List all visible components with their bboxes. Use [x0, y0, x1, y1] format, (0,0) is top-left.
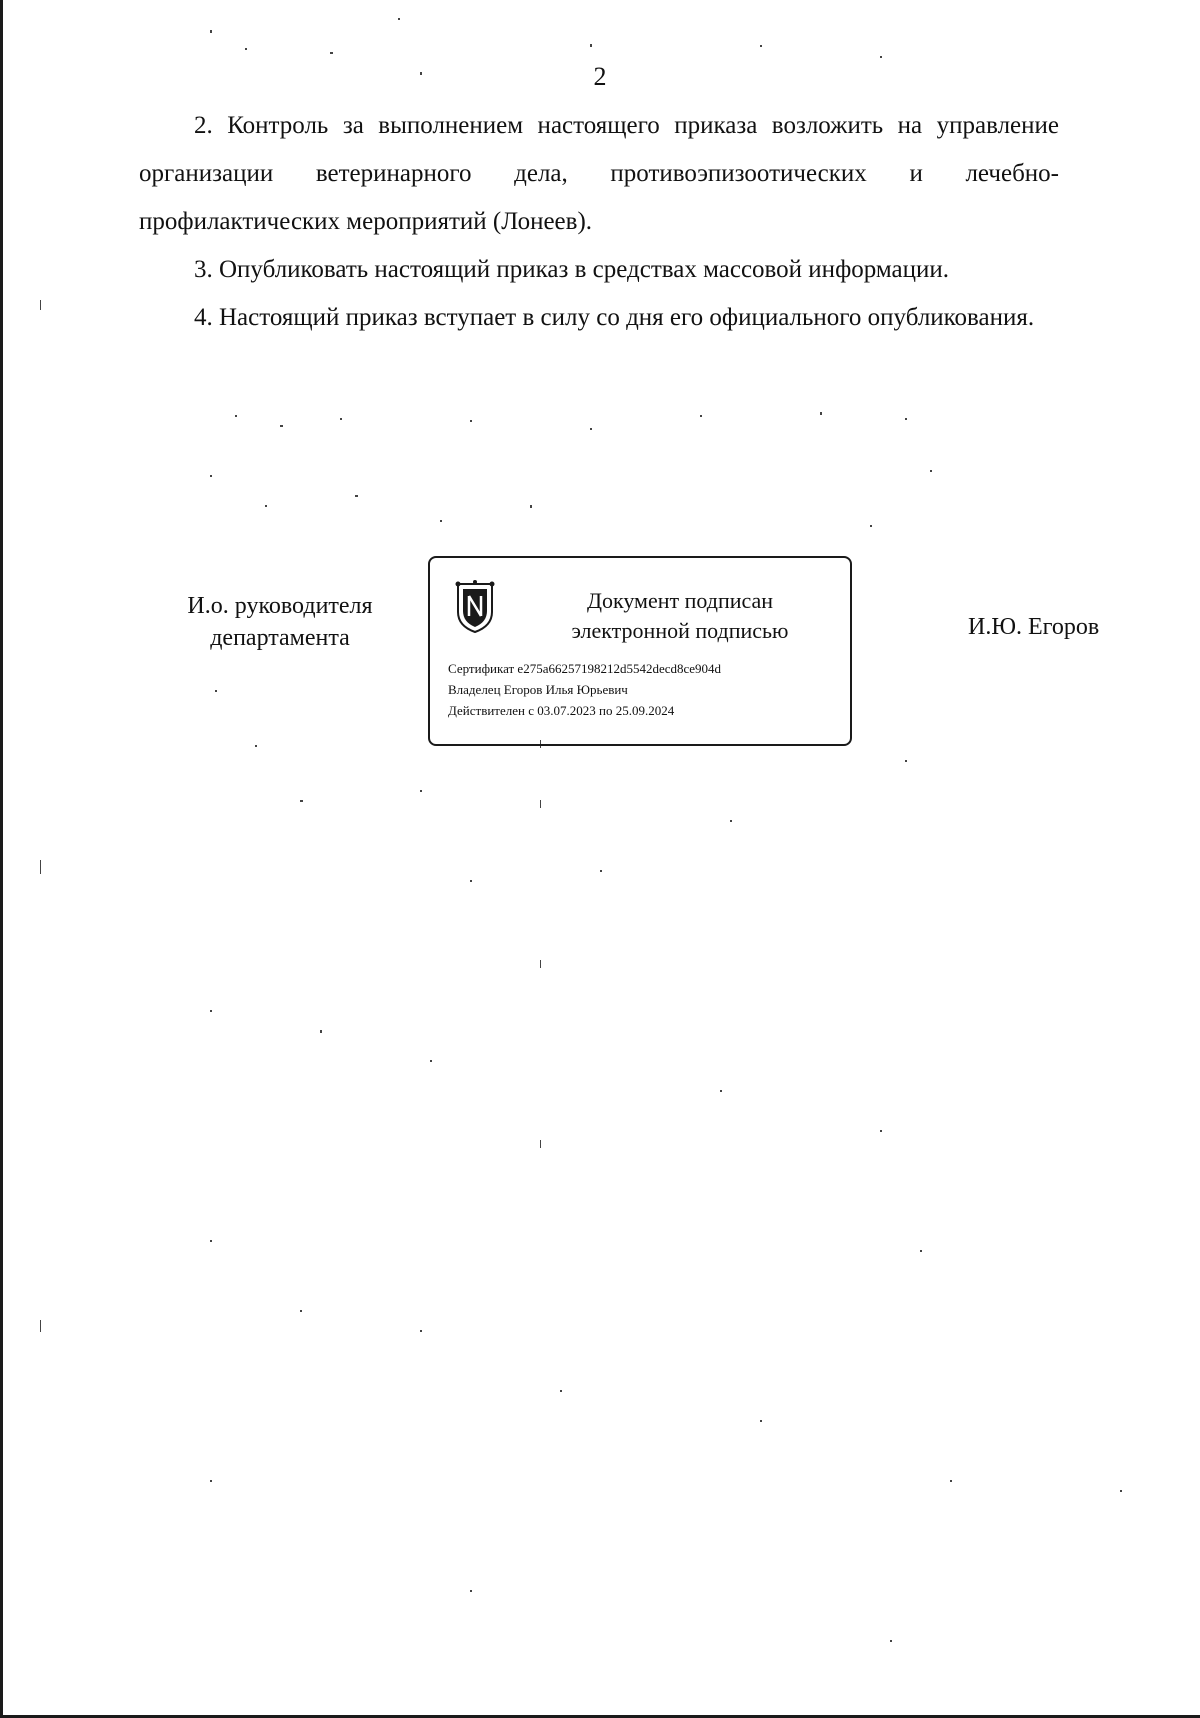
scan-edge-left — [0, 0, 3, 1718]
stamp-details — [448, 658, 848, 721]
stamp-title-line2: электронной подписью — [571, 618, 789, 643]
page-number: 2 — [593, 62, 607, 91]
signer-position — [160, 590, 400, 654]
electronic-signature-stamp — [428, 556, 852, 746]
signer-name: И.Ю. Егоров — [968, 614, 1100, 640]
signature-block — [0, 556, 1200, 756]
paragraph-effective: 4. Настоящий приказ вступает в силу со дня его официального опубликования. — [194, 304, 1035, 331]
document-body — [139, 102, 1059, 342]
coat-of-arms-icon — [452, 580, 498, 634]
stamp-validity: Действителен с 03.07.2023 по 25.09.2024 — [448, 703, 675, 718]
paragraph-publish: 3. Опубликовать настоящий приказ в средствах массовой информации. — [194, 256, 950, 283]
signer-position-line1: И.о. руководителя — [187, 593, 373, 619]
paragraph-control: 2. Контроль за выполнением настоящего приказа возложить на управление организации ветеринарного дела, противоэпизоотических и лечебно-профилактических мероприятий (Лонеев). — [139, 112, 1059, 235]
stamp-certificate: Сертификат e275a66257198212d5542decd8ce904d — [448, 661, 722, 676]
stamp-title-line1: Документ подписан — [586, 588, 774, 613]
signer-position-line2: департамента — [210, 625, 350, 651]
stamp-title — [520, 586, 840, 646]
stamp-owner: Владелец Егоров Илья Юрьевич — [448, 682, 628, 697]
